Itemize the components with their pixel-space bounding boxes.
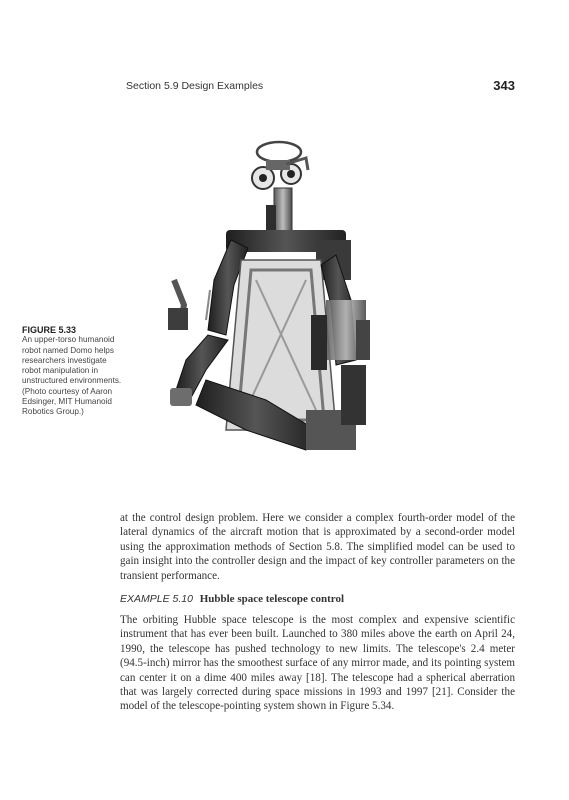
figure-label: FIGURE 5.33 [22,325,77,335]
body-paragraph: The orbiting Hubble space telescope is the most complex and expensive scientific instrument that has ever been built. Launched to 380 miles above the earth on April 24, 1990, the telescope has pushed technology to new limits. The telescope's 2.4 meter (94.5-inch) mirror has the smoothest surface of any mirror made, and its pointing system can center it on a dime 400 miles away [18]. The telescope had a spherical aberration that was largely corrected during space missions in 1993 and 1997 [21]. Consider the model of the telescope-pointing system shown in Figure 5.34. [120,614,515,713]
example-number: EXAMPLE 5.10 [120,593,193,605]
example-heading [120,593,515,605]
figure-caption-text: An upper-torso humanoid robot named Domo helps researchers investigate robot manipulation in unstructured environments. (Photo courtesy of Aaron Edsinger, MIT Humanoid Robotics Group.) [22,335,122,417]
example-title: Hubble space telescope control [199,593,345,605]
running-header [126,79,515,95]
page-number: 343 [493,78,515,93]
section-title: Section 5.9 Design Examples [126,80,264,92]
domo-robot-illustration [166,130,396,460]
body-paragraph: at the control design problem. Here we consider a complex fourth-order model of the lateral dynamics of the aircraft motion that is approximated by a second-order model using the approximation methods of Section 5.8. The simplified model can be used to gain insight into the controller design and the impact of key controller parameters on the transient performance. [120,512,515,582]
figure-caption [22,325,122,418]
robot-photo [166,130,396,460]
